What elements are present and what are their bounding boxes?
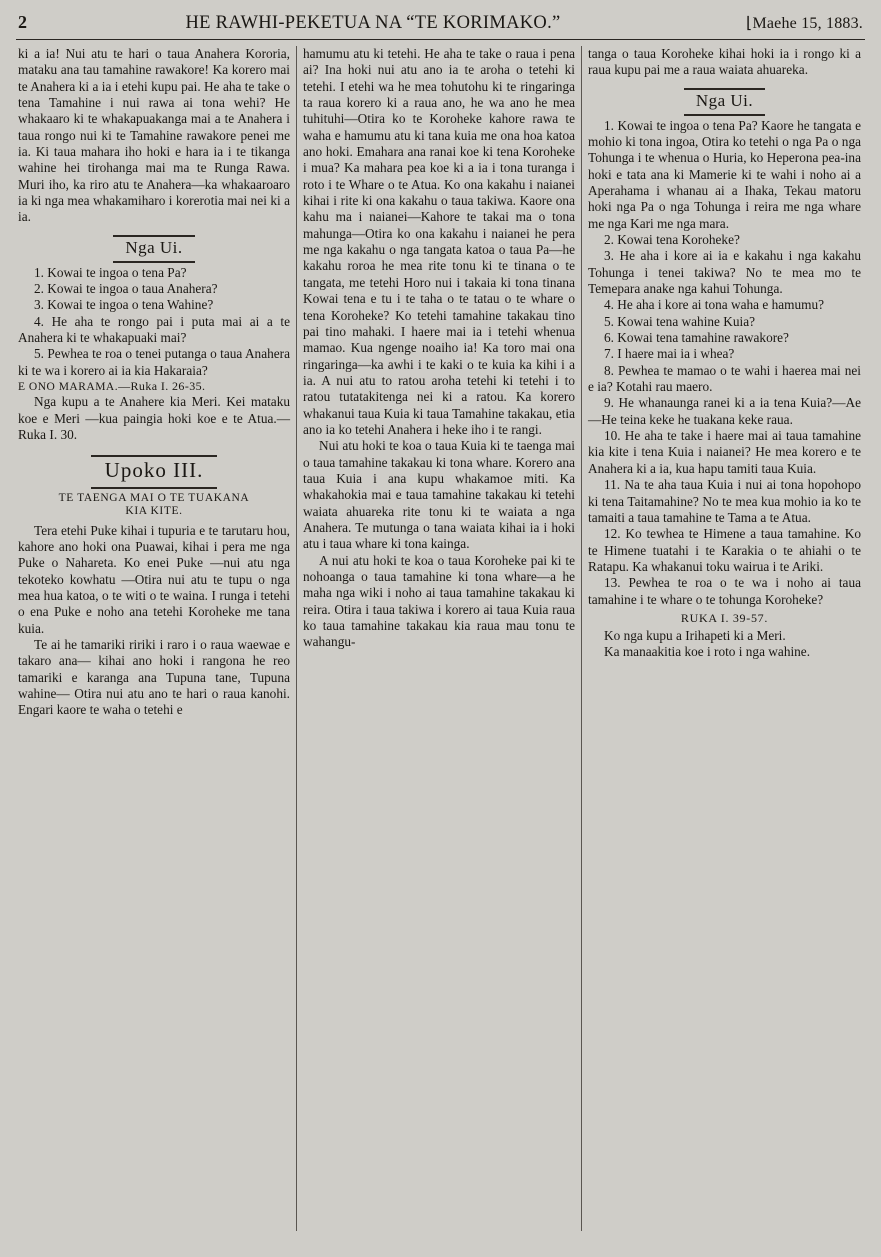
paragraph: Ko nga kupu a Irihapeti ki a Meri. [604, 627, 786, 643]
list-item: 3. Kowai te ingoa o tena Wahine? [34, 297, 214, 313]
question-list-2 [588, 118, 861, 608]
paragraph: Tera etehi Puke kihai i tupuria e te tarutaru hou, kahore ano hoki ona Puawai, kihai i pera me nga Puke o Nahareta. Ko enei Puke —nui atu nga tekoteko kowhatu —Otira nui atu te tupu o nga mea hua katoa, o te witi o te waina. I runga i tetehi o ena Puke e noho ana tetehi Koroheke me tana kuia. [18, 522, 290, 636]
question-list-1 [18, 265, 290, 379]
list-item: 3. He aha i kore ai ia e kakahu i nga kakahu Tohunga i tenei takiwa? No te mea mo te Temepara anake nga kahui Tohunga. [588, 248, 861, 297]
list-item: 13. Pewhea te roa o te wa i noho ai taua tamahine i te whare o te tohunga Koroheke? [588, 575, 861, 607]
paragraph: Ka manaakitia koe i roto i nga wahine. [604, 644, 811, 659]
section-heading-nga-ui-1 [18, 235, 290, 263]
page-title: HE RAWHI-PEKETUA NA “TE KORIMAKO.” [185, 13, 561, 33]
paragraph: Nui atu hoki te koa o taua Kuia ki te taenga mai o taua tamahine takakau ki tona whare. Korero ana taua Kuia i ana kupu whakamoe miti. Ka whakahokia mai e taua tamahine takakau ki tetehi waiata ahuareka rite tonu ki te waiata a nga Anahera. Te mutunga o tana waiata kihai ia i hoki atu i taua whare ki tona kainga. [303, 438, 575, 552]
list-item: 6. Kowai tena tamahine rawakore? [604, 330, 789, 346]
page-number: 2 [18, 12, 28, 32]
scripture-reference-2: RUKA I. 39-57. [680, 610, 769, 625]
list-item: 1. Kowai te ingoa o tena Pa? Kaore he tangata e mohio ki tona ingoa, Otira ko tetehi o nga Pa o nga Tohunga i te whenua o Huria, ko Heperona pea-ina hoki e tata ana ki Mamerie ki te wahi i noho ai a Aperahama i whanau ai a Ihaka, Tekau matoru hoki nga Pa o nga Tohunga i reira me nga whare me nga Kari me nga mara. [588, 117, 861, 231]
chapter-heading-label: Upoko III. [91, 455, 218, 489]
columns-container [12, 46, 869, 1231]
masthead [12, 10, 869, 36]
issue-date: ⌊Maehe 15, 1883. [746, 15, 863, 32]
list-item: 11. Na te aha taua Kuia i nui ai tona hopohopo ki tena Taitamahine? No te mea kua mohio ia ko te tamaiti a taua tamahine te Tama a te Atua. [588, 477, 861, 525]
column-1 [12, 46, 297, 1231]
list-item: 8. Pewhea te mamao o te wahi i haerea mai nei e ia? Kotahi rau maero. [588, 362, 861, 395]
chapter-subheading-line1: TE TAENGA MAI O TE TUAKANA [58, 492, 250, 505]
paragraph: Te ai he tamariki ririki i raro i o raua waewae e takaro ana— kihai ano hoki i rangona he reo tamariki e karanga ana Tupuna tane, Tupuna wahine— Otira nui atu ano te hari o raua kanohi. Engari kaore te waha o tetehi e [18, 636, 290, 718]
chapter-subheading-line2: KIA KITE. [125, 505, 183, 518]
chapter-heading [18, 455, 290, 489]
list-item: 4. He aha te rongo pai i puta mai ai a te Anahera ki te whakapuaki mai? [18, 313, 290, 346]
column-2 [297, 46, 582, 1231]
section-heading-label: Nga Ui. [113, 235, 194, 263]
section-heading-label: Nga Ui. [684, 88, 765, 116]
list-item: 10. He aha te take i haere mai ai taua tamahine kia kite i tena Kuia i naianei? He mea korero e te Anahera ki a ia, kua hapu tamiti taua Kuia. [588, 428, 861, 476]
scripture-reference-1 [18, 379, 290, 394]
paragraph: ki a ia! Nui atu te hari o taua Anahera Kororia, mataku ana tau tamahine rawakore! Ka korero mai te Anahera ki a ia i etehi kupu pai. He aha te take o tena Tamahine i nui rawa ai tona wehi? He whakaaro ki te whakapuakanga mai a te Anahera i taua rongo nui ki te Tamahine rawakore penei me ia. Ki taua mahara iho hoki e hara ia i te tikanga wahine hei tirohanga mai ma te Runga Rawa. Muri iho, ka riro atu te Anahera—ka whakaaroaro ia ki nga mea whakamiharo i korerotia mai nei ki a ia. [18, 46, 290, 225]
list-item: 9. He whanaunga ranei ki a ia tena Kuia?—Ae—He teina keke he tuakana keke raua. [588, 395, 861, 427]
reference-rest: —Ruka I. 26-35. [118, 379, 206, 394]
list-item: 5. Kowai tena wahine Kuia? [604, 313, 756, 329]
reference-small-caps: E ONO MARAMA. [18, 381, 119, 394]
column-3 [582, 46, 867, 1231]
list-item: 12. Ko tewhea te Himene a taua tamahine. Ko te Himene tuatahi i te Karakia o te ahiahi o te Ratapu. Ka whakanui toku wairua i te Ariki. [588, 526, 861, 574]
section-heading-nga-ui-2 [588, 88, 861, 116]
list-item: 2. Kowai tena Koroheke? [604, 232, 740, 247]
list-item: 5. Pewhea te roa o tenei putanga o taua Anahera ki te wa i korero ai ia kia Hakaraia? [18, 346, 290, 378]
paragraph: Nga kupu a te Anahere kia Meri. Kei mataku koe e Meri —kua paingia hoki koe e te Atua.—Ruka I. 30. [18, 394, 290, 442]
paragraph: A nui atu hoki te koa o taua Koroheke pai ki te nohoanga o taua tamahine ki tona whare—a he maha nga wiki i noho ai taua tamahine takakau ki reira. Otira i taua takiwa i korero ai taua Kuia raua ko taua tamahine takakau kia raua mau tonu te wahangu- [303, 552, 575, 650]
list-item: 7. I haere mai ia i whea? [604, 346, 735, 362]
paragraph: hamumu atu ki tetehi. He aha te take o raua i pena ai? Ina hoki nui atu ano ia te aroha o tetehi ki tetehi. I etehi wa he mea tohutohu ki te ringaringa ta raua korero ki a raua ano, he wa ano he mea tuhituhi—Otira ko te Koroheke kahore rawa te waha e hamumu atu ki tana kuia me ona hoa katoa ano hoki. Emahara ana ranai koe ki tena Koroheke i mua? Ka mahara pea koe ki a ia i tona turanga i roto i te Whare o te Atua. Ko ona kakahu i naianei kihai i rite ki ona kakahu o taua takiwa. Kaore ona kahu ma i naianei—Kahore te takai ma o tona mahunga—Otira ko ona kakahu i naianei he pera me nga kakahu o nga tangata katoa o taua Pa—he kakahu roroa he mea rite tonu ki te tinana o te tangata, me tetehi Horo nui i takaia ki tona tinana Kowai tena e tu i te taha o te tatau o te whare o tena Koroheke? Ko tetehi tamahine takakau tino pai tino mahaki. I haere mai ia i tetehi whenua mamao. Kua ngenge noaiho ia! Ka toro mai ona ringaringa—ka awhi i te kaki o te kuia ka kihi i a ia. A nui atu to ratou aroha tetehi ki tetehi i to ratou tutatakitenga nei ki a ratou. Ka korero whakanui taua Kuia ki taua Tamahine takakau, etia ano ia ko tetehi Anahera i heke iho i te rangi. [303, 46, 575, 437]
paragraph: tanga o taua Koroheke kihai hoki ia i rongo ki a raua kupu pai me a raua waiata ahuareka. [588, 46, 861, 78]
list-item: 1. Kowai te ingoa o tena Pa? [34, 264, 187, 280]
masthead-divider [16, 39, 865, 40]
chapter-subheading [18, 492, 290, 518]
list-item: 2. Kowai te ingoa o taua Anahera? [34, 281, 218, 297]
list-item: 4. He aha i kore ai tona waha e hamumu? [604, 297, 825, 313]
